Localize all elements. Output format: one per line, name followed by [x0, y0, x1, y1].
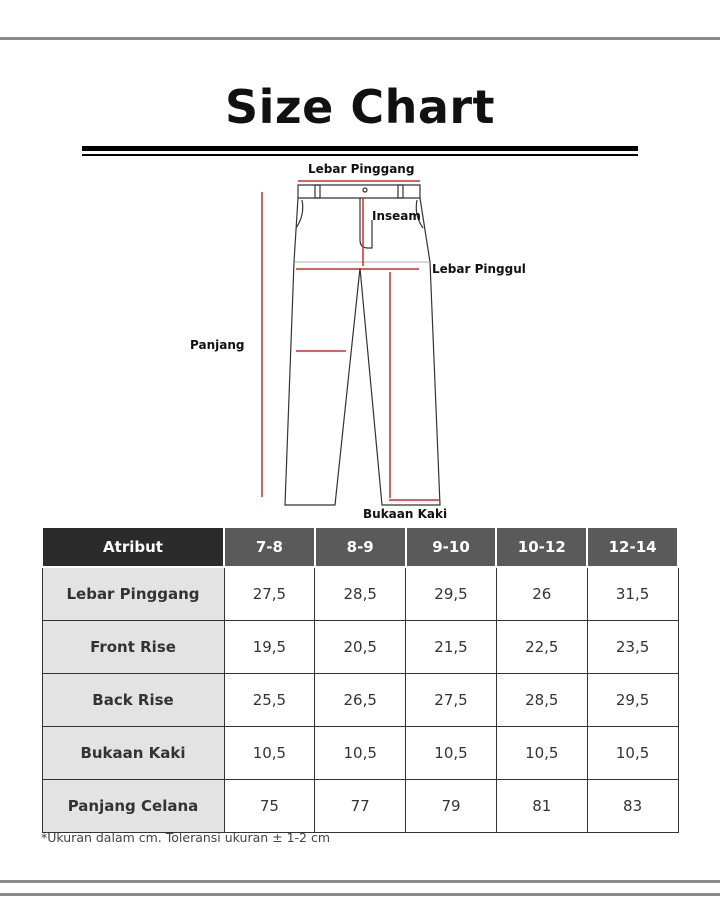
table-cell: 10,5	[587, 727, 678, 780]
table-cell: 77	[315, 780, 406, 833]
row-label: Bukaan Kaki	[42, 727, 224, 780]
table-row	[42, 780, 678, 833]
table-cell: 10,5	[406, 727, 497, 780]
table-cell: 29,5	[587, 674, 678, 727]
measure-lines	[262, 181, 440, 500]
bottom-frame-line	[0, 880, 720, 883]
inseam-label: Inseam	[372, 209, 421, 223]
header-size-12-14: 12-14	[587, 527, 678, 567]
table-cell: 10,5	[315, 727, 406, 780]
table-cell: 28,5	[315, 567, 406, 621]
header-size-8-9: 8-9	[315, 527, 406, 567]
table-cell: 19,5	[224, 621, 315, 674]
row-label: Back Rise	[42, 674, 224, 727]
table-cell: 75	[224, 780, 315, 833]
table-cell: 27,5	[224, 567, 315, 621]
row-label: Front Rise	[42, 621, 224, 674]
table-header-row	[42, 527, 678, 567]
table-cell: 25,5	[224, 674, 315, 727]
header-size-7-8: 7-8	[224, 527, 315, 567]
waist-width-label: Lebar Pinggang	[308, 162, 415, 176]
table-row	[42, 621, 678, 674]
header-atribut: Atribut	[42, 527, 224, 567]
table-cell: 20,5	[315, 621, 406, 674]
size-table	[41, 526, 679, 833]
table-cell: 27,5	[406, 674, 497, 727]
leg-opening-label: Bukaan Kaki	[363, 507, 448, 521]
table-cell: 81	[496, 780, 587, 833]
table-row	[42, 674, 678, 727]
table-cell: 28,5	[496, 674, 587, 727]
bottom-frame-line-2	[0, 893, 720, 896]
row-label: Lebar Pinggang	[42, 567, 224, 621]
page-title: Size Chart	[224, 80, 496, 134]
title-underline-thick	[82, 146, 638, 151]
length-label: Panjang	[190, 338, 245, 352]
table-row	[42, 727, 678, 780]
row-label: Panjang Celana	[42, 780, 224, 833]
top-frame-line	[0, 37, 720, 40]
table-cell: 10,5	[224, 727, 315, 780]
pants-diagram	[0, 155, 720, 525]
header-size-10-12: 10-12	[496, 527, 587, 567]
table-cell: 26	[496, 567, 587, 621]
header-size-9-10: 9-10	[406, 527, 497, 567]
size-tolerance-note: *Ukuran dalam cm. Toleransi ukuran ± 1-2 cm	[41, 830, 331, 845]
table-cell: 29,5	[406, 567, 497, 621]
table-cell: 26,5	[315, 674, 406, 727]
table-cell: 79	[406, 780, 497, 833]
pants-illustration	[0, 155, 720, 525]
hip-width-label: Lebar Pinggul	[432, 262, 526, 276]
table-cell: 23,5	[587, 621, 678, 674]
table-row	[42, 567, 678, 621]
table-cell: 21,5	[406, 621, 497, 674]
table-cell: 10,5	[496, 727, 587, 780]
table-cell: 83	[587, 780, 678, 833]
table-cell: 31,5	[587, 567, 678, 621]
table-cell: 22,5	[496, 621, 587, 674]
